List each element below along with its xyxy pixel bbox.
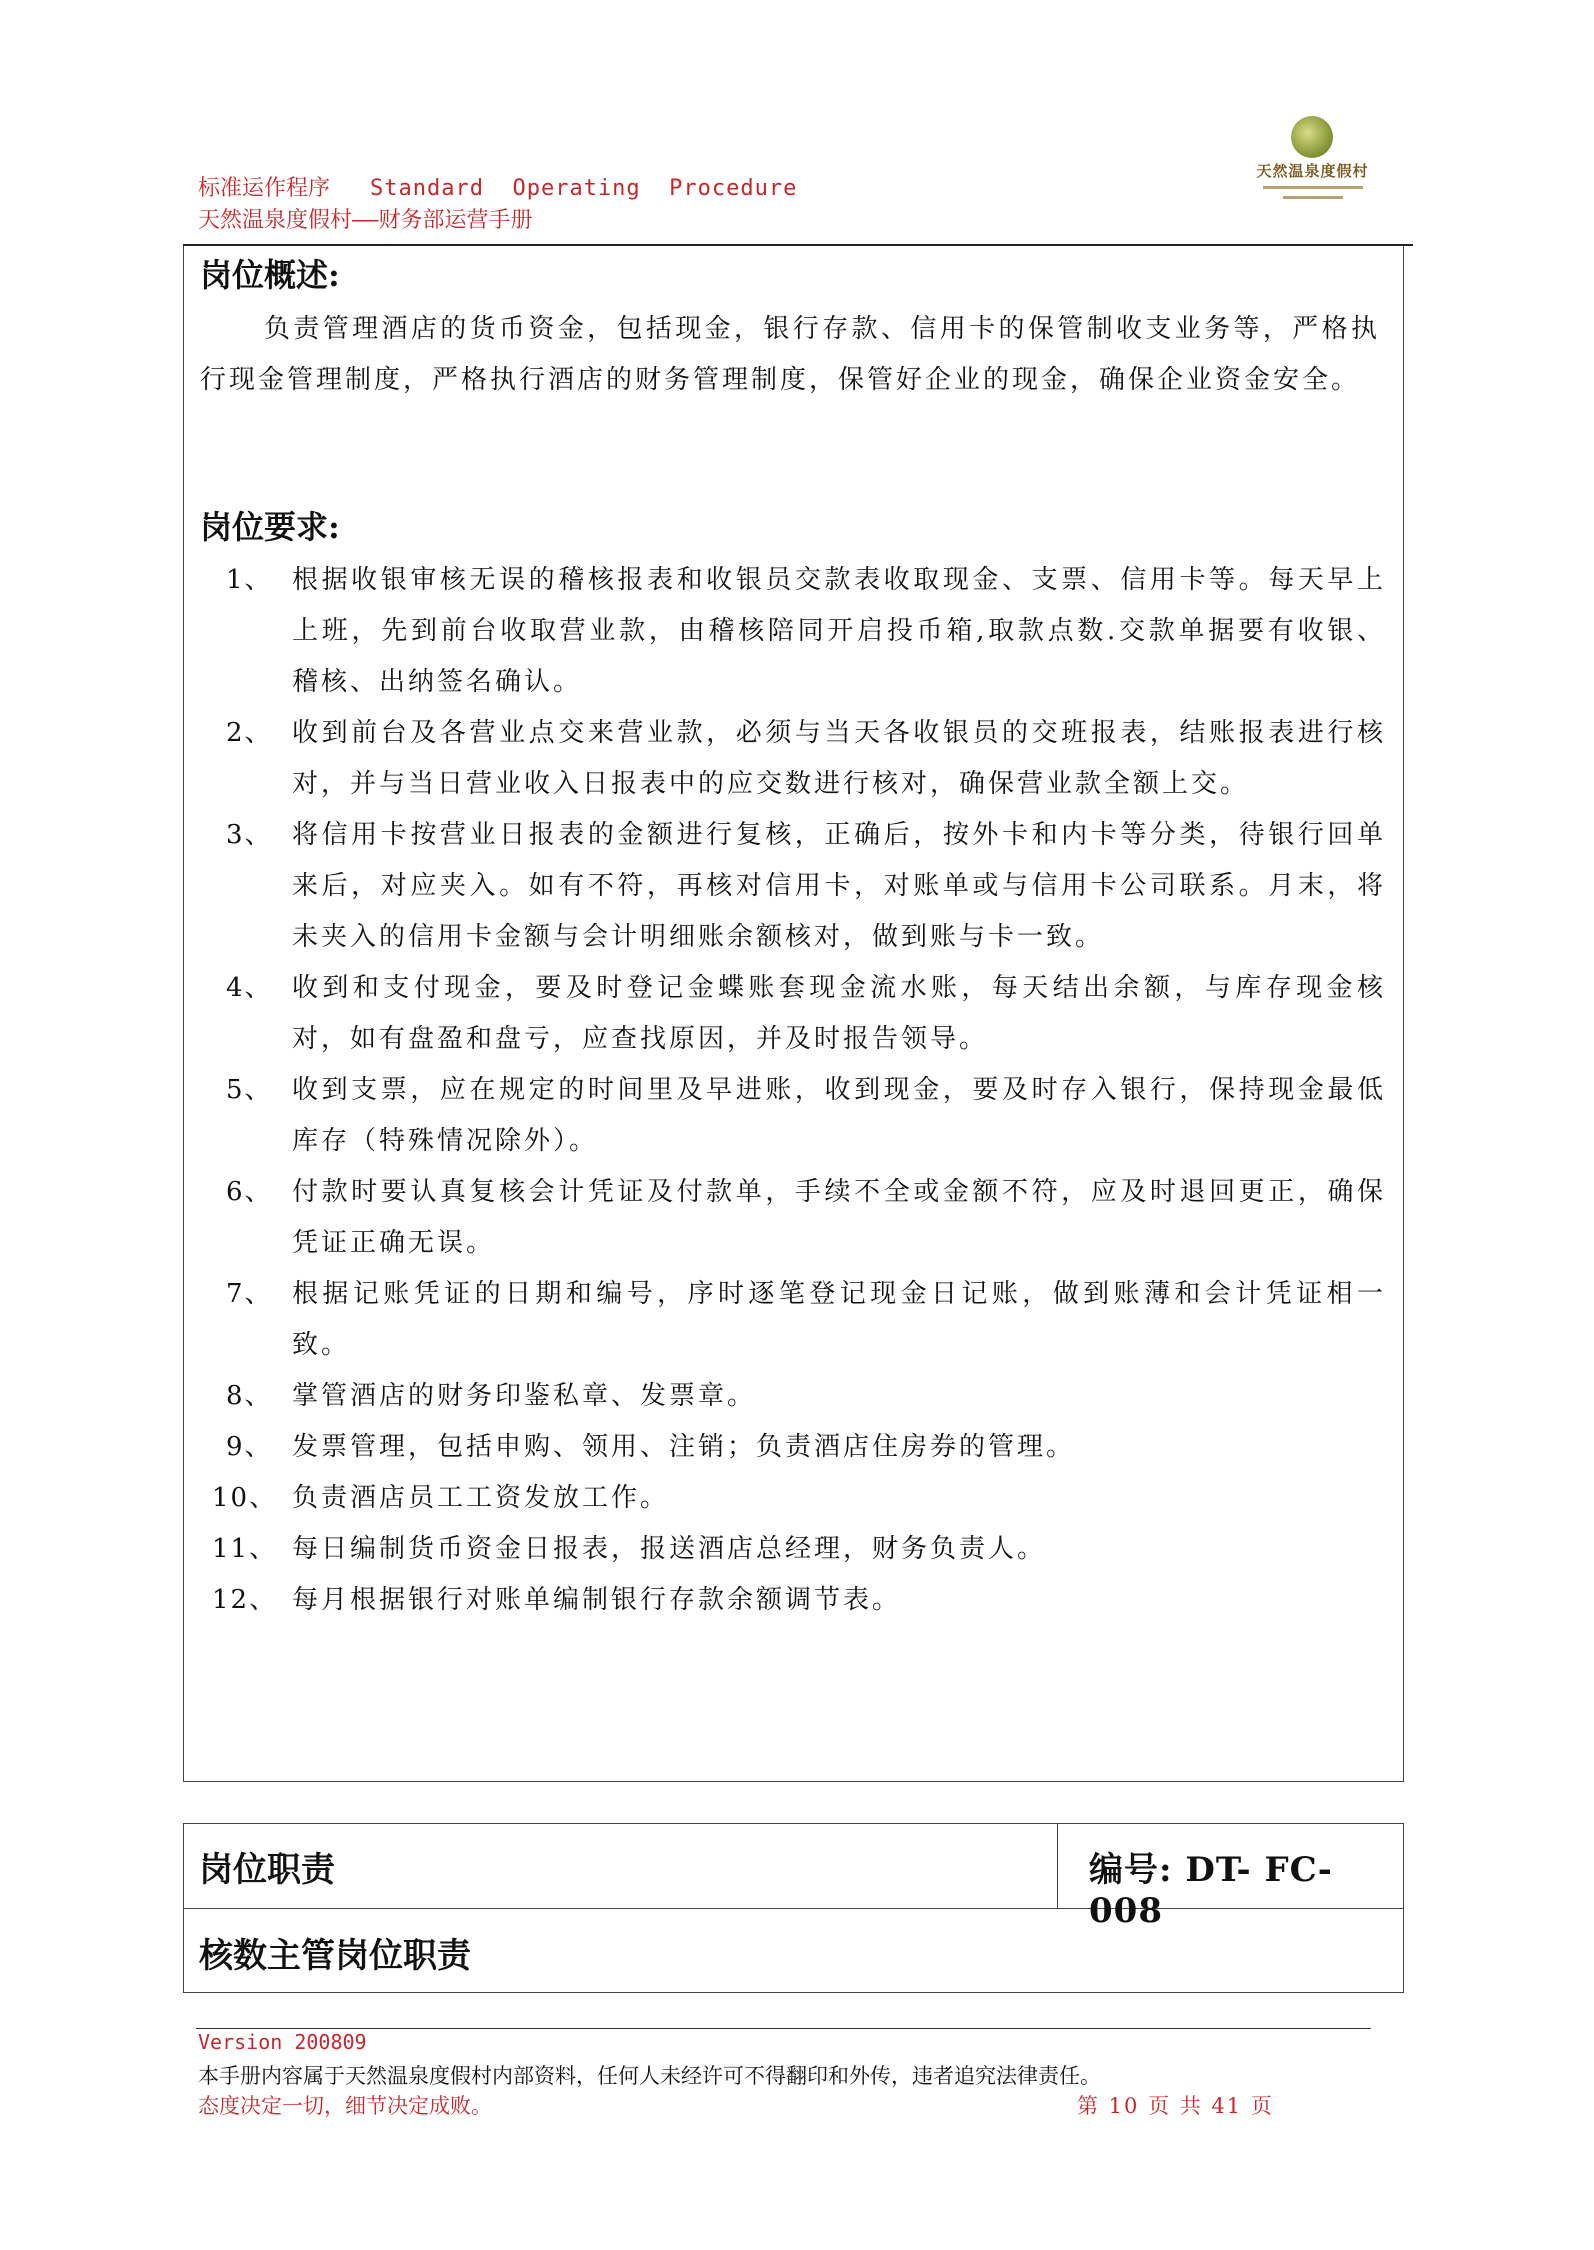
list-item bbox=[226, 555, 1386, 708]
item-number: 9、 bbox=[226, 1432, 273, 1462]
list-item bbox=[226, 1065, 1386, 1167]
duty-label: 岗位职责 bbox=[199, 1850, 335, 1890]
item-number: 7、 bbox=[226, 1279, 273, 1309]
header-subtitle: 天然温泉度假村——财务部运营手册 bbox=[198, 208, 533, 233]
logo-subline bbox=[1263, 186, 1363, 189]
item-text: 掌管酒店的财务印鉴私章、发票章。 bbox=[292, 1381, 757, 1411]
list-item bbox=[226, 810, 1386, 963]
item-text: 付款时要认真复核会计凭证及付款单，手续不全或金额不符，应及时退回更正，确保凭证正确无误。 bbox=[292, 1177, 1386, 1258]
item-number: 1、 bbox=[226, 565, 273, 595]
resort-logo bbox=[1245, 112, 1380, 207]
footer-motto: 态度决定一切，细节决定成败。 bbox=[198, 2094, 492, 2118]
overview-heading: 岗位概述: bbox=[200, 256, 340, 294]
list-item bbox=[226, 708, 1386, 810]
item-text: 发票管理，包括申购、领用、注销；负责酒店住房券的管理。 bbox=[292, 1432, 1076, 1462]
item-number: 4、 bbox=[226, 973, 273, 1003]
item-text: 收到支票，应在规定的时间里及早进账，收到现金，要及时存入银行，保持现金最低库存（特殊情况除外）。 bbox=[292, 1075, 1386, 1156]
item-text: 负责酒店员工工资发放工作。 bbox=[292, 1483, 670, 1513]
requirements-heading: 岗位要求: bbox=[200, 508, 340, 546]
item-text: 每日编制货币资金日报表，报送酒店总经理，财务负责人。 bbox=[292, 1534, 1047, 1564]
footer-notice: 本手册内容属于天然温泉度假村内部资料，任何人未经许可不得翻印和外传，违者追究法律责任。 bbox=[198, 2064, 1101, 2088]
item-text: 将信用卡按营业日报表的金额进行复核，正确后，按外卡和内卡等分类，待银行回单来后，对应夹入。如有不符，再核对信用卡，对账单或与信用卡公司联系。月末，将未夹入的信用卡金额与会计明细账余额核对，做到账与卡一致。 bbox=[292, 820, 1386, 952]
header-title-cn: 标准运作程序 bbox=[198, 176, 331, 201]
header-rule bbox=[183, 244, 1413, 246]
duty-position-title: 核数主管岗位职责 bbox=[199, 1936, 471, 1976]
list-item bbox=[226, 1422, 1386, 1473]
page-number: 第 10 页 共 41 页 bbox=[1077, 2094, 1274, 2118]
overview-text: 负责管理酒店的货币资金，包括现金，银行存款、信用卡的保管制收支业务等，严格执行现金管理制度，严格执行酒店的财务管理制度，保管好企业的现金，确保企业资金安全。 bbox=[200, 314, 1380, 395]
item-number: 5、 bbox=[226, 1075, 273, 1105]
item-number: 2、 bbox=[226, 718, 273, 748]
item-text: 收到前台及各营业点交来营业款，必须与当天各收银员的交班报表，结账报表进行核对，并与当日营业收入日报表中的应交数进行核对，确保营业款全额上交。 bbox=[292, 718, 1386, 799]
footer-rule bbox=[196, 2028, 1371, 2029]
footer-version: Version 200809 bbox=[198, 2030, 367, 2054]
list-item bbox=[212, 1473, 1386, 1524]
list-item bbox=[212, 1524, 1386, 1575]
list-item bbox=[212, 1575, 1386, 1626]
item-number: 6、 bbox=[226, 1177, 273, 1207]
list-item bbox=[226, 963, 1386, 1065]
item-number: 12、 bbox=[212, 1585, 278, 1615]
item-number: 3、 bbox=[226, 820, 273, 850]
item-number: 10、 bbox=[212, 1483, 278, 1513]
list-item bbox=[226, 1371, 1386, 1422]
header-title-en: Standard Operating Procedure bbox=[370, 176, 798, 201]
logo-subline bbox=[1283, 196, 1343, 199]
item-text: 根据记账凭证的日期和编号，序时逐笔登记现金日记账，做到账薄和会计凭证相一致。 bbox=[292, 1279, 1386, 1360]
item-number: 8、 bbox=[226, 1381, 273, 1411]
item-text: 根据收银审核无误的稽核报表和收银员交款表收取现金、支票、信用卡等。每天早上上班，先到前台收取营业款，由稽核陪同开启投币箱,取款点数.交款单据要有收银、稽核、出纳签名确认。 bbox=[292, 565, 1386, 697]
item-number: 11、 bbox=[212, 1534, 278, 1564]
item-text: 收到和支付现金，要及时登记金蝶账套现金流水账，每天结出余额，与库存现金核对，如有盘盈和盘亏，应查找原因，并及时报告领导。 bbox=[292, 973, 1386, 1054]
list-item bbox=[226, 1269, 1386, 1371]
header-title-line bbox=[198, 174, 797, 204]
requirements-list bbox=[212, 555, 1386, 1626]
duty-table bbox=[183, 1823, 1404, 1993]
duty-code: 编号: DT- FC-008 bbox=[1089, 1850, 1333, 1931]
logo-text: 天然温泉度假村 bbox=[1256, 162, 1369, 180]
item-text: 每月根据银行对账单编制银行存款余额调节表。 bbox=[292, 1585, 902, 1615]
duty-table-divider bbox=[1057, 1824, 1058, 1909]
logo-emblem-icon bbox=[1291, 116, 1333, 158]
list-item bbox=[226, 1167, 1386, 1269]
